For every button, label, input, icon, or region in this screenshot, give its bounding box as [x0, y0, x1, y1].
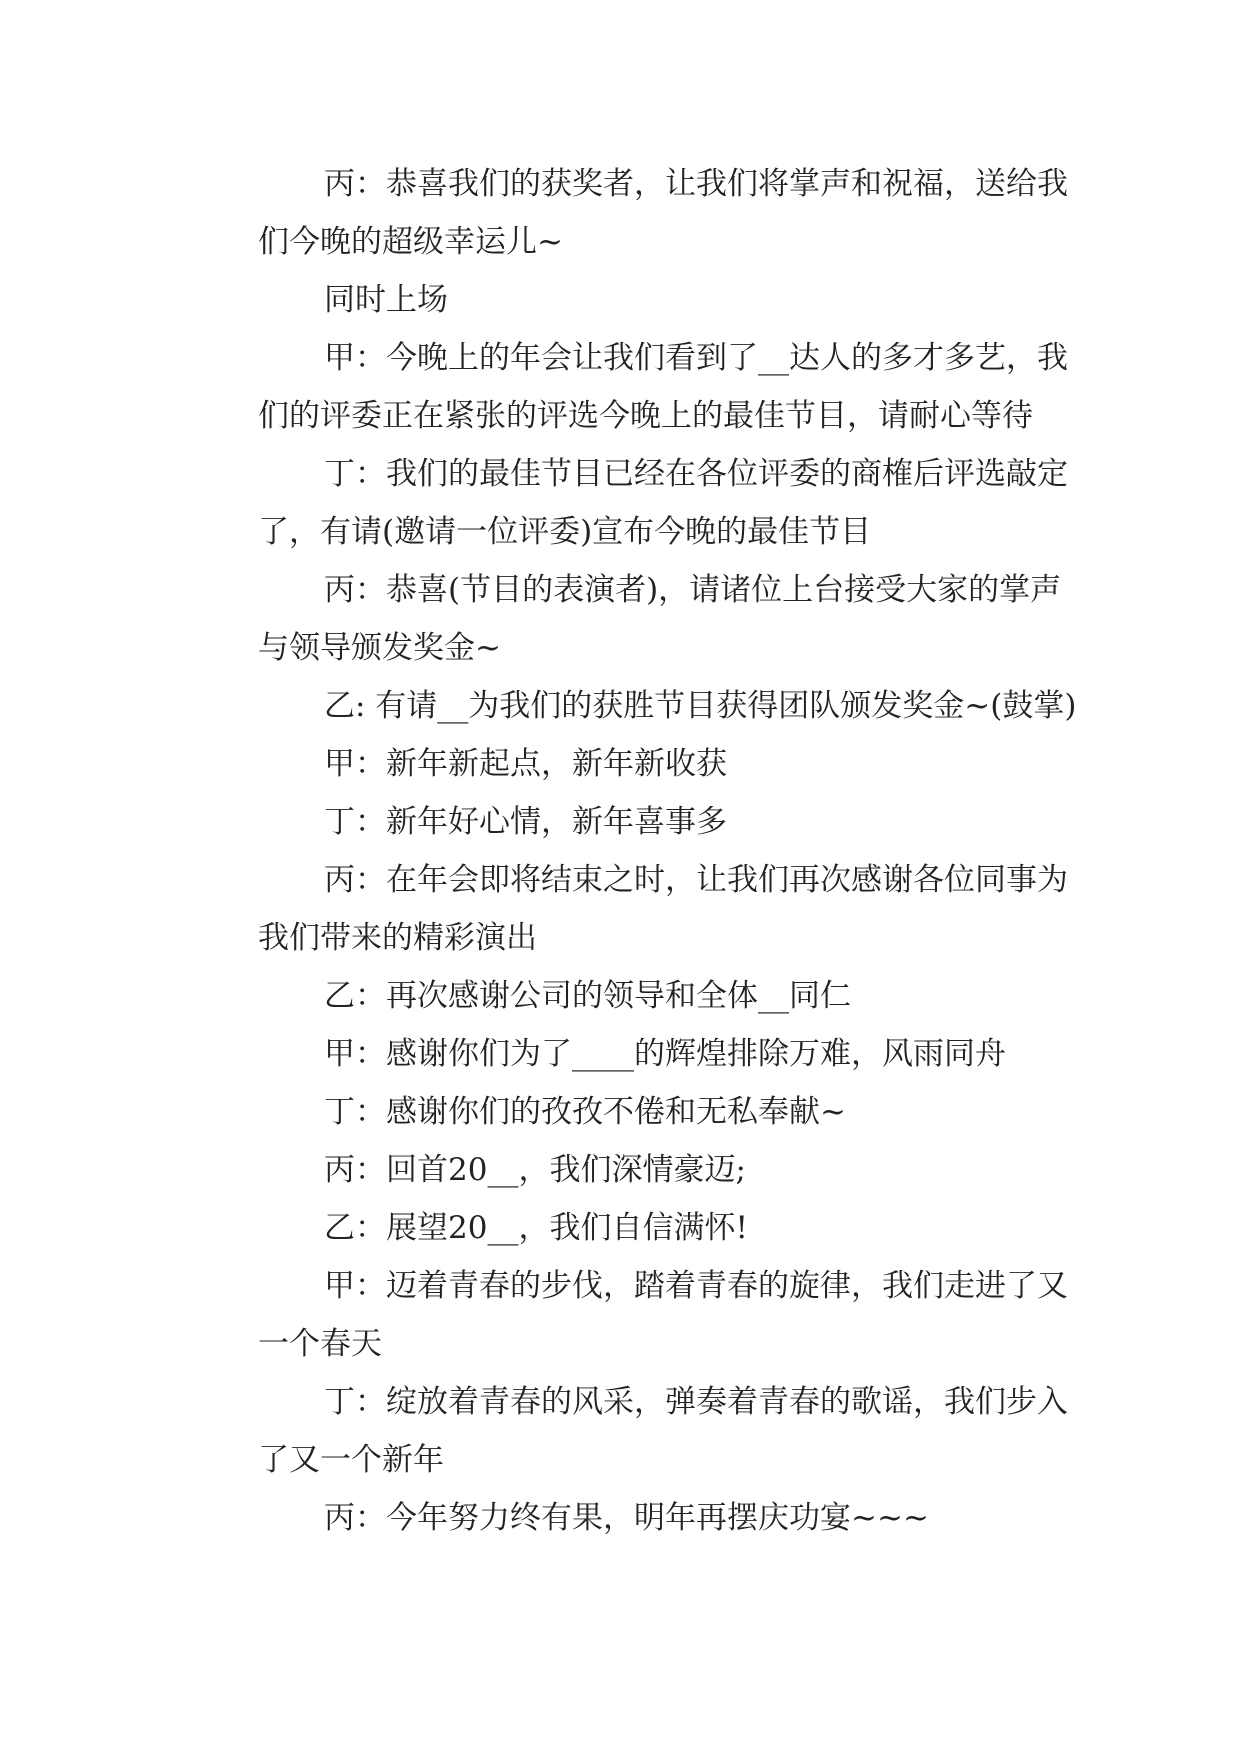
text-line: 丙：恭喜我们的获奖者，让我们将掌声和祝福，送给我 — [324, 166, 1068, 202]
text-line: 了，有请(邀请一位评委)宣布今晚的最佳节目 — [258, 514, 872, 550]
text-line: 丁：我们的最佳节目已经在各位评委的商榷后评选敲定 — [324, 456, 1068, 492]
text-line: 乙：展望20__，我们自信满怀! — [324, 1210, 748, 1246]
text-line: 丁：绽放着青春的风采，弹奏着青春的歌谣，我们步入 — [324, 1384, 1068, 1420]
text-line: 我们带来的精彩演出 — [258, 920, 537, 956]
paragraph — [192, 1141, 1050, 1199]
paragraph — [192, 677, 1077, 735]
paragraph — [192, 735, 1050, 793]
document-body — [192, 155, 1077, 1547]
text-line: 乙: 有请__为我们的获胜节目获得团队颁发奖金~(鼓掌) — [324, 688, 1077, 724]
text-line: 一个春天 — [258, 1326, 382, 1362]
text-line: 同时上场 — [324, 282, 448, 318]
text-line: 了又一个新年 — [258, 1442, 444, 1478]
text-line: 们的评委正在紧张的评选今晚上的最佳节目，请耐心等待 — [258, 398, 1033, 434]
paragraph — [192, 1199, 1050, 1257]
text-line: 们今晚的超级幸运儿~ — [258, 224, 563, 260]
paragraph — [192, 1025, 1050, 1083]
paragraph — [192, 561, 1062, 677]
paragraph — [192, 851, 1068, 967]
text-line: 丙：恭喜(节目的表演者)，请诸位上台接受大家的掌声 — [324, 572, 1062, 608]
text-line: 丙：在年会即将结束之时，让我们再次感谢各位同事为 — [324, 862, 1068, 898]
text-line: 丙：今年努力终有果，明年再摆庆功宴~~~ — [324, 1500, 929, 1536]
text-line: 丁：新年好心情，新年喜事多 — [324, 804, 727, 840]
text-line: 甲：今晚上的年会让我们看到了__达人的多才多艺，我 — [324, 340, 1068, 376]
paragraph — [192, 1489, 1050, 1547]
paragraph — [192, 1083, 1050, 1141]
text-line: 甲：感谢你们为了____的辉煌排除万难，风雨同舟 — [324, 1036, 1006, 1072]
text-line: 甲：新年新起点，新年新收获 — [324, 746, 727, 782]
text-line: 乙：再次感谢公司的领导和全体__同仁 — [324, 978, 851, 1014]
paragraph — [192, 329, 1068, 445]
text-line: 丙：回首20__，我们深情豪迈; — [324, 1152, 746, 1188]
paragraph — [192, 793, 1050, 851]
paragraph — [192, 445, 1068, 561]
paragraph — [192, 1373, 1068, 1489]
text-line: 丁：感谢你们的孜孜不倦和无私奉献~ — [324, 1094, 846, 1130]
text-line: 与领导颁发奖金~ — [258, 630, 501, 666]
text-line: 甲：迈着青春的步伐，踏着青春的旋律，我们走进了又 — [324, 1268, 1068, 1304]
paragraph — [192, 967, 1050, 1025]
paragraph — [192, 155, 1068, 271]
paragraph — [192, 271, 1050, 329]
paragraph — [192, 1257, 1068, 1373]
